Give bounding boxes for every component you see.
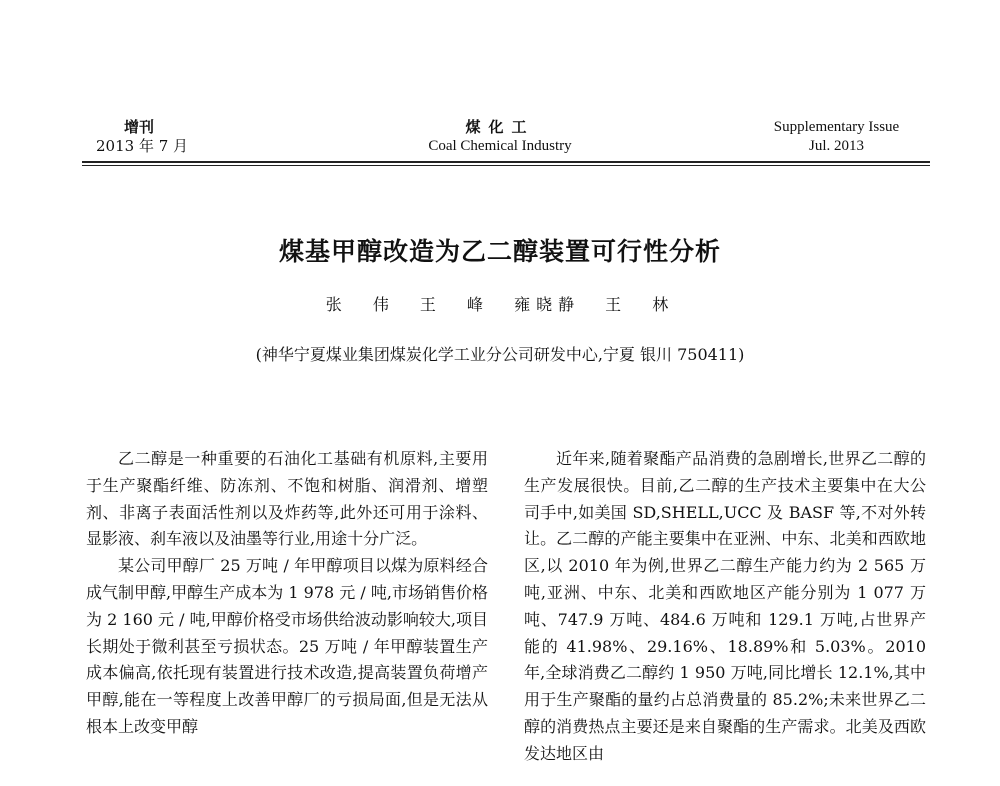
paragraph: 乙二醇是一种重要的石油化工基础有机原料,主要用于生产聚酯纤维、防冻剂、不饱和树脂、润滑剂、增塑剂、非离子表面活性剂以及炸药等,此外还可用于涂料、显影液、刹车液以及油墨等行业,用途十分广泛。 <box>86 449 488 549</box>
issue-label: 增刊 <box>124 118 155 136</box>
journal-issue-en-block <box>745 118 928 156</box>
header-rule-thick <box>82 161 930 163</box>
journal-name-cn: 煤化工 <box>465 118 535 136</box>
issue-date: 2013 年 7 月 <box>96 137 189 155</box>
article-authors: 张 伟 王 峰 雍晓静 王 林 <box>325 295 675 314</box>
article-affiliation: (神华宁夏煤业集团煤炭化学工业分公司研发中心,宁夏 银川 750411) <box>255 345 745 364</box>
issue-label-en: Supplementary Issue <box>773 119 900 135</box>
issue-date-en: Jul. 2013 <box>808 138 864 154</box>
article-title: 煤基甲醇改造为乙二醇装置可行性分析 <box>278 237 721 266</box>
body-column-right <box>524 446 926 768</box>
paragraph: 近年来,随着聚酯产品消费的急剧增长,世界乙二醇的生产发展很快。目前,乙二醇的生产技术主要集中在大公司手中,如美国 SD,SHELL,UCC 及 BASF 等,不对外转让。乙二醇的产能主要集中在亚洲、中东、北美和西欧地区,以 2010 年为例,世界乙二醇生产能力约为 2 565 万吨,亚洲、中东、北美和西欧地区产能分别为 1 077 万吨、747.9 万吨、484.6 万吨和 129.1 万吨,占世界产能的 41.98%、29.16%、18.89%和 5.03%。2010 年,全球消费乙二醇约 1 950 万吨,同比增长 12.1%,其中用于生产聚酯的量约占总消费量的 85.2%;未来世界乙二醇的消费热点主要还是来自聚酯的生产需求。北美及西欧发达地区由 <box>524 449 926 763</box>
journal-name-en: Coal Chemical Industry <box>428 138 572 154</box>
body-column-left <box>86 446 488 741</box>
header-rule-thin <box>82 165 930 166</box>
paragraph: 某公司甲醇厂 25 万吨 / 年甲醇项目以煤为原料经合成气制甲醇,甲醇生产成本为 1 978 元 / 吨,市场销售价格为 2 160 元 / 吨,甲醇价格受市场供给波动影响较大,项目长期处于微利甚至亏损状态。25 万吨 / 年甲醇装置生产成本偏高,依托现有装置进行技术改造,提高装置负荷增产甲醇,能在一等程度上改善甲醇厂的亏损局面,但是无法从根本上改变甲醇 <box>86 556 488 736</box>
